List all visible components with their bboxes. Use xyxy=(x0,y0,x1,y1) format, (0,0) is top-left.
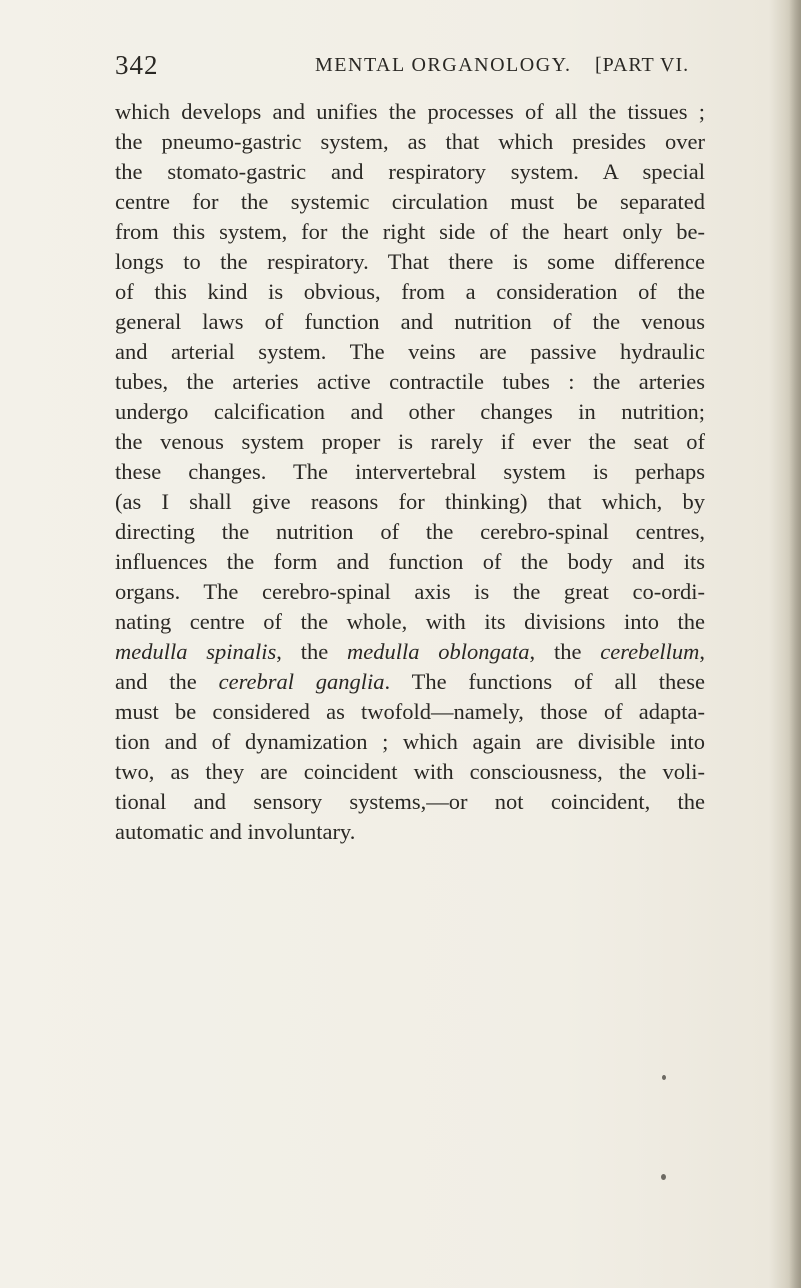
text-segment: , the xyxy=(529,639,601,664)
text-segment: influences the form and function of the body and its xyxy=(115,549,705,574)
italic-term: cerebral ganglia xyxy=(218,669,385,694)
text-line xyxy=(115,247,705,277)
text-line xyxy=(115,547,705,577)
text-segment: the stomato-gastric and respiratory system. A special xyxy=(115,159,705,184)
text-line xyxy=(115,697,705,727)
text-line xyxy=(115,217,705,247)
text-segment: from this system, for the right side of the heart only be- xyxy=(115,219,705,244)
text-segment: and arterial system. The veins are passive hydraulic xyxy=(115,339,705,364)
running-head-title: MENTAL ORGANOLOGY. xyxy=(315,54,572,76)
text-line xyxy=(115,427,705,457)
italic-term: cerebellum xyxy=(600,639,700,664)
text-line xyxy=(115,157,705,187)
text-line xyxy=(115,397,705,427)
text-line xyxy=(115,727,705,757)
text-segment: of this kind is obvious, from a consideration of the xyxy=(115,279,705,304)
text-segment: and the xyxy=(115,669,219,694)
text-segment: tional and sensory systems,—or not coincident, the xyxy=(115,789,705,814)
text-line xyxy=(115,337,705,367)
text-segment: (as I shall give reasons for thinking) that which, by xyxy=(115,489,705,514)
text-line xyxy=(115,517,705,547)
body-text xyxy=(115,97,705,847)
text-line xyxy=(115,667,705,697)
text-segment: centre for the systemic circulation must be separated xyxy=(115,189,705,214)
text-segment: which develops and unifies the processes of all the tissues ; xyxy=(115,99,705,124)
paper-speck xyxy=(662,1075,666,1080)
text-line xyxy=(115,367,705,397)
text-segment: undergo calcification and other changes in nutrition; xyxy=(115,399,705,424)
text-line xyxy=(115,187,705,217)
running-head xyxy=(115,50,715,90)
text-line xyxy=(115,277,705,307)
text-segment: directing the nutrition of the cerebro-spinal centres, xyxy=(115,519,705,544)
text-line xyxy=(115,97,705,127)
text-segment: the venous system proper is rarely if ever the seat of xyxy=(115,429,705,454)
text-segment: tion and of dynamization ; which again are divisible into xyxy=(115,729,705,754)
text-segment: automatic and involuntary. xyxy=(115,819,356,844)
text-segment: , xyxy=(699,639,705,664)
paper-speck xyxy=(661,1174,666,1180)
text-line xyxy=(115,487,705,517)
text-segment: the pneumo-gastric system, as that which presides over xyxy=(115,129,705,154)
text-line xyxy=(115,127,705,157)
text-line xyxy=(115,817,705,847)
text-segment: must be considered as twofold—namely, those of adapta- xyxy=(115,699,705,724)
text-segment: . The functions of all these xyxy=(384,669,705,694)
running-head-part: [PART VI. xyxy=(595,54,690,76)
page-number: 342 xyxy=(115,50,159,80)
text-segment: organs. The cerebro-spinal axis is the great co-ordi- xyxy=(115,579,705,604)
text-line xyxy=(115,637,705,667)
text-line xyxy=(115,577,705,607)
text-segment: these changes. The intervertebral system is perhaps xyxy=(115,459,705,484)
text-segment: two, as they are coincident with consciousness, the voli- xyxy=(115,759,705,784)
text-line xyxy=(115,607,705,637)
text-line xyxy=(115,757,705,787)
italic-term: medulla oblongata xyxy=(347,639,530,664)
text-segment: general laws of function and nutrition of the venous xyxy=(115,309,705,334)
text-segment: longs to the respiratory. That there is some difference xyxy=(115,249,705,274)
text-segment: tubes, the arteries active contractile tubes : the arteries xyxy=(115,369,705,394)
italic-term: medulla spinalis xyxy=(115,639,277,664)
page-edge-shadow xyxy=(789,0,801,1288)
text-line xyxy=(115,787,705,817)
text-segment: , the xyxy=(276,639,347,664)
text-segment: nating centre of the whole, with its divisions into the xyxy=(115,609,705,634)
text-line xyxy=(115,307,705,337)
text-line xyxy=(115,457,705,487)
